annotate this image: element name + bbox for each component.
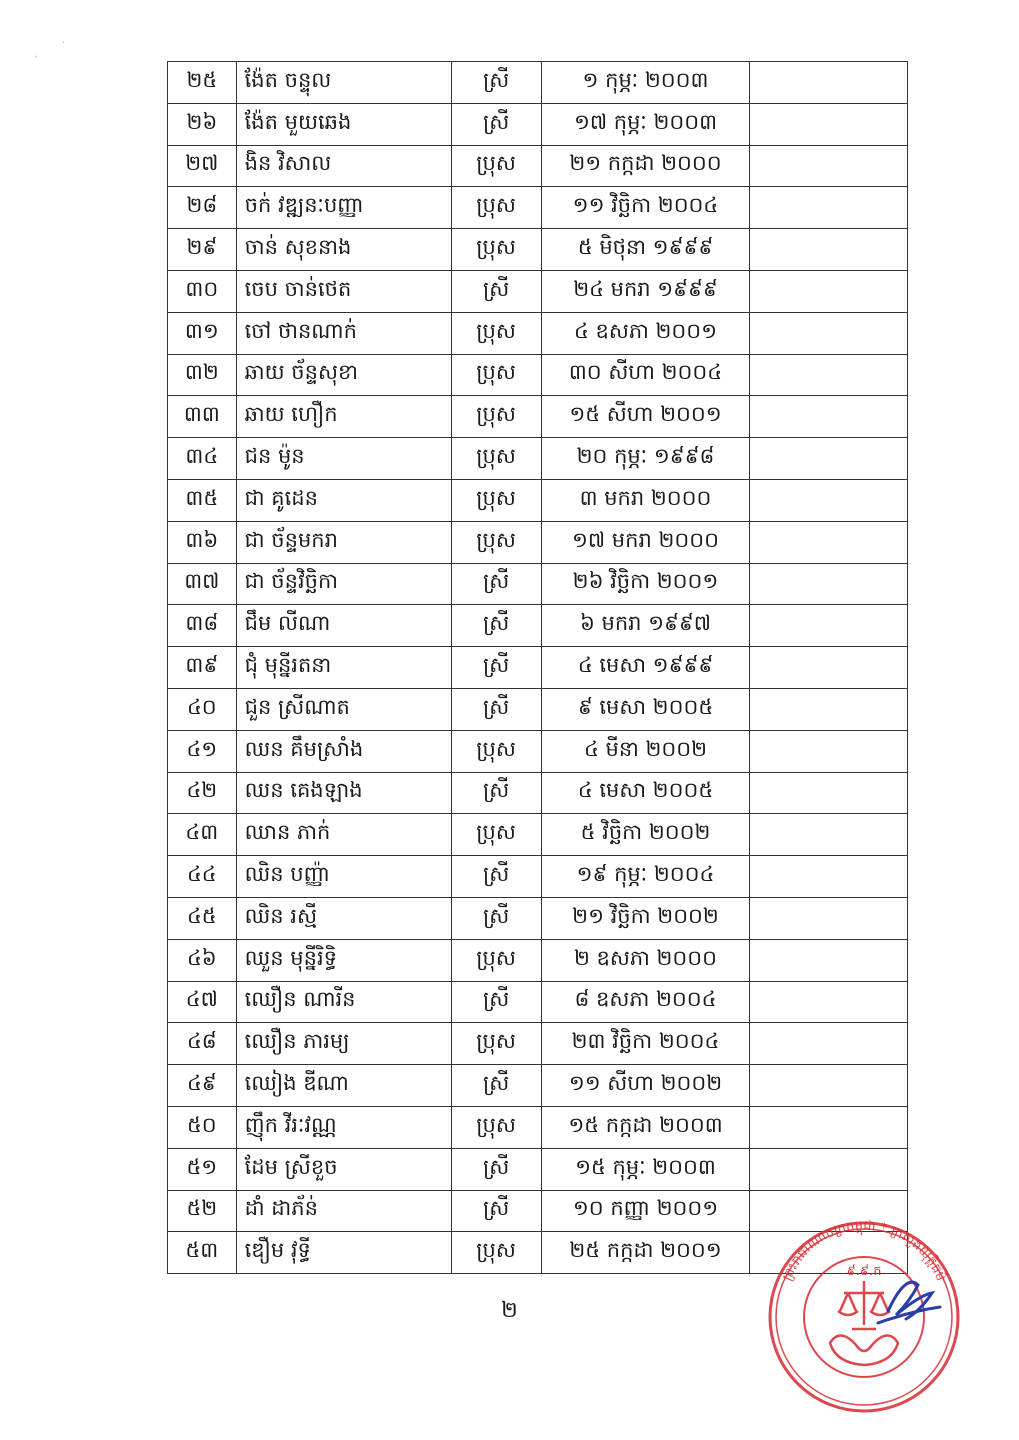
signature — [878, 1282, 940, 1323]
table-row — [168, 772, 908, 814]
student-name: ចៅ ថានណាក់ — [236, 312, 451, 354]
student-sex: ស្រី — [451, 270, 541, 312]
student-sex: ស្រី — [451, 688, 541, 730]
student-sex: ស្រី — [451, 897, 541, 939]
student-dob: ៥ វិច្ឆិកា ២០០២ — [541, 814, 750, 856]
student-sex: ប្រុស — [451, 939, 541, 981]
row-number: ៥២ — [168, 1190, 237, 1232]
table-row — [168, 605, 908, 647]
student-note — [750, 1106, 908, 1148]
student-note — [750, 897, 908, 939]
row-number: ៤០ — [168, 688, 237, 730]
student-sex: ប្រុស — [451, 229, 541, 271]
row-number: ៥៣ — [168, 1232, 237, 1274]
student-note — [750, 479, 908, 521]
student-name: ឈាន ភាក់ — [236, 814, 451, 856]
student-dob: ១៧ មករា ២០០០ — [541, 521, 750, 563]
student-dob: ៣ មករា ២០០០ — [541, 479, 750, 521]
student-note — [750, 354, 908, 396]
table-row — [168, 438, 908, 480]
student-sex: ប្រុស — [451, 814, 541, 856]
student-name: ចក់ វឌ្ឍនៈបញ្ញា — [236, 187, 451, 229]
student-dob: ៩ មេសា ២០០៥ — [541, 688, 750, 730]
student-note — [750, 270, 908, 312]
student-note — [750, 688, 908, 730]
student-sex: ប្រុស — [451, 1106, 541, 1148]
student-name: ចេប ចាន់ថេត — [236, 270, 451, 312]
student-name: ជា ច័ន្ទវិច្ឆិកា — [236, 563, 451, 605]
student-note — [750, 939, 908, 981]
student-dob: ១០ កញ្ញា ២០០១ — [541, 1190, 750, 1232]
seal-text: ព្រះរាជាណាចក្រកម្ពុជា * ក្រសួងយុត្តិធម៌ — [779, 1218, 948, 1284]
student-sex: ស្រី — [451, 1148, 541, 1190]
table-row — [168, 1065, 908, 1107]
student-sex: ប្រុស — [451, 396, 541, 438]
row-number: ៣៩ — [168, 647, 237, 689]
student-sex: ប្រុស — [451, 1023, 541, 1065]
student-sex: ស្រី — [451, 647, 541, 689]
row-number: ៤៨ — [168, 1023, 237, 1065]
table-row — [168, 856, 908, 898]
student-name: ឈន គឹមស្រាំង — [236, 730, 451, 772]
student-note — [750, 605, 908, 647]
student-dob: ២១ វិច្ឆិកា ២០០២ — [541, 897, 750, 939]
table-row — [168, 939, 908, 981]
student-dob: ២០ កុម្ភៈ ១៩៩៨ — [541, 438, 750, 480]
student-note — [750, 814, 908, 856]
student-name: ឈឿន ភារម្យ — [236, 1023, 451, 1065]
row-number: ៣១ — [168, 312, 237, 354]
student-name: ឈៀង ឌីណា — [236, 1065, 451, 1107]
student-name: ញ៉ឹក វីរៈវណ្ណ — [236, 1106, 451, 1148]
row-number: ៤២ — [168, 772, 237, 814]
student-name: ជុំ មុន្នីរតនា — [236, 647, 451, 689]
student-sex: ប្រុស — [451, 438, 541, 480]
row-number: ៤៧ — [168, 981, 237, 1023]
row-number: ៣៨ — [168, 605, 237, 647]
table-row — [168, 563, 908, 605]
student-note — [750, 1148, 908, 1190]
student-dob: ២៦ វិច្ឆិកា ២០០១ — [541, 563, 750, 605]
page-number: ២ — [501, 1298, 518, 1323]
table-row — [168, 1106, 908, 1148]
student-dob: ៤ ឧសភា ២០០១ — [541, 312, 750, 354]
row-number: ២៩ — [168, 229, 237, 271]
table-row — [168, 688, 908, 730]
student-note — [750, 103, 908, 145]
student-dob: ១ កុម្ភៈ ២០០៣ — [541, 62, 750, 104]
row-number: ៤១ — [168, 730, 237, 772]
student-dob: ៨ ឧសភា ២០០៤ — [541, 981, 750, 1023]
student-sex: ស្រី — [451, 1190, 541, 1232]
student-note — [750, 145, 908, 187]
student-note — [750, 1023, 908, 1065]
student-list-body — [168, 62, 908, 1274]
student-name: ង៉ែត មួយឆេង — [236, 103, 451, 145]
student-name: ឈន គេងឡាង — [236, 772, 451, 814]
student-sex: ស្រី — [451, 563, 541, 605]
student-name: ជឹម លីណា — [236, 605, 451, 647]
student-sex: ប្រុស — [451, 479, 541, 521]
table-row — [168, 479, 908, 521]
student-dob: ១៧ កុម្ភៈ ២០០៣ — [541, 103, 750, 145]
table-row — [168, 647, 908, 689]
student-note — [750, 563, 908, 605]
hands-icon — [830, 1335, 898, 1365]
student-note — [750, 647, 908, 689]
student-sex: ស្រី — [451, 605, 541, 647]
student-dob: ៤ មេសា ២០០៥ — [541, 772, 750, 814]
student-dob: ៣០ សីហា ២០០៤ — [541, 354, 750, 396]
row-number: ២៧ — [168, 145, 237, 187]
row-number: ៣៧ — [168, 563, 237, 605]
student-dob: ១៥ សីហា ២០០១ — [541, 396, 750, 438]
student-list-table — [167, 61, 908, 1274]
student-sex: ស្រី — [451, 981, 541, 1023]
student-dob: ២៤ មករា ១៩៩៩ — [541, 270, 750, 312]
student-dob: ២១ កក្កដា ២០០០ — [541, 145, 750, 187]
student-sex: ប្រុស — [451, 730, 541, 772]
student-note — [750, 312, 908, 354]
student-dob: ២ ឧសភា ២០០០ — [541, 939, 750, 981]
student-dob: ២៣ វិច្ឆិកា ២០០៤ — [541, 1023, 750, 1065]
table-row — [168, 897, 908, 939]
scan-speck: ` — [34, 56, 39, 66]
student-name: ងិន វិសាល — [236, 145, 451, 187]
student-name: ឆាយ ហឿក — [236, 396, 451, 438]
student-dob: ៦ មករា ១៩៩៧ — [541, 605, 750, 647]
student-sex: ស្រី — [451, 103, 541, 145]
student-sex: ប្រុស — [451, 187, 541, 229]
official-seal — [760, 1215, 980, 1415]
student-note — [750, 772, 908, 814]
row-number: ៣៦ — [168, 521, 237, 563]
student-sex: ប្រុស — [451, 1232, 541, 1274]
student-sex: ប្រុស — [451, 521, 541, 563]
student-dob: ២៥ កក្កដា ២០០១ — [541, 1232, 750, 1274]
row-number: ៣៤ — [168, 438, 237, 480]
student-name: ដាំ ដាភ័ន់ — [236, 1190, 451, 1232]
table-row — [168, 270, 908, 312]
student-dob: ៤ មេសា ១៩៩៩ — [541, 647, 750, 689]
student-note — [750, 229, 908, 271]
student-name: ឈឿន ណារីន — [236, 981, 451, 1023]
row-number: ២៥ — [168, 62, 237, 104]
student-name: ឈិន បញ្ញ៉ា — [236, 856, 451, 898]
student-dob: ៤ មីនា ២០០២ — [541, 730, 750, 772]
student-name: ឌឿម វុទ្ធី — [236, 1232, 451, 1274]
student-name: ជួន ស្រីណាត — [236, 688, 451, 730]
table-row — [168, 103, 908, 145]
student-sex: ប្រុស — [451, 312, 541, 354]
student-name: ង៉ែត ចន្ទុល — [236, 62, 451, 104]
student-dob: ១១ វិច្ឆិកា ២០០៤ — [541, 187, 750, 229]
student-note — [750, 1065, 908, 1107]
table-row — [168, 730, 908, 772]
scan-speck: · — [62, 38, 65, 48]
table-row — [168, 354, 908, 396]
student-note — [750, 438, 908, 480]
student-name: ចាន់ សុខនាង — [236, 229, 451, 271]
student-dob: ១៩ កុម្ភៈ ២០០៤ — [541, 856, 750, 898]
seal-code: ៩.៩.ក — [846, 1264, 882, 1279]
table-row — [168, 229, 908, 271]
student-note — [750, 62, 908, 104]
row-number: ៥១ — [168, 1148, 237, 1190]
table-row — [168, 396, 908, 438]
row-number: ២៦ — [168, 103, 237, 145]
table-row — [168, 312, 908, 354]
student-sex: ស្រី — [451, 856, 541, 898]
table-row — [168, 1023, 908, 1065]
row-number: ៤៥ — [168, 897, 237, 939]
student-dob: ៥ មិថុនា ១៩៩៩ — [541, 229, 750, 271]
student-note — [750, 187, 908, 229]
table-row — [168, 814, 908, 856]
student-sex: ប្រុស — [451, 145, 541, 187]
student-sex: ស្រី — [451, 1065, 541, 1107]
row-number: ២៨ — [168, 187, 237, 229]
table-row — [168, 1148, 908, 1190]
student-dob: ១៥ កក្កដា ២០០៣ — [541, 1106, 750, 1148]
student-sex: ប្រុស — [451, 354, 541, 396]
student-dob: ១១ សីហា ២០០២ — [541, 1065, 750, 1107]
student-note — [750, 396, 908, 438]
table-row — [168, 145, 908, 187]
row-number: ៤៩ — [168, 1065, 237, 1107]
row-number: ៣២ — [168, 354, 237, 396]
table-row — [168, 62, 908, 104]
student-name: ជា ច័ន្ទមករា — [236, 521, 451, 563]
student-name: ឈិន រស្មី — [236, 897, 451, 939]
student-sex: ស្រី — [451, 62, 541, 104]
row-number: ៣៣ — [168, 396, 237, 438]
table-row — [168, 521, 908, 563]
student-name: ដែម ស្រីខួច — [236, 1148, 451, 1190]
row-number: ៣០ — [168, 270, 237, 312]
student-note — [750, 981, 908, 1023]
row-number: ៥០ — [168, 1106, 237, 1148]
student-name: ឈួន មុន្នីរិទ្ធិ — [236, 939, 451, 981]
row-number: ៤៣ — [168, 814, 237, 856]
student-name: ជន ម៉ូន — [236, 438, 451, 480]
student-name: ជា គូដេន — [236, 479, 451, 521]
student-sex: ស្រី — [451, 772, 541, 814]
row-number: ៣៥ — [168, 479, 237, 521]
table-row — [168, 981, 908, 1023]
row-number: ៤៤ — [168, 856, 237, 898]
student-note — [750, 521, 908, 563]
table-row — [168, 187, 908, 229]
student-dob: ១៥ កុម្ភៈ ២០០៣ — [541, 1148, 750, 1190]
row-number: ៤៦ — [168, 939, 237, 981]
student-note — [750, 730, 908, 772]
student-note — [750, 856, 908, 898]
student-name: ឆាយ ច័ន្ទសុខា — [236, 354, 451, 396]
